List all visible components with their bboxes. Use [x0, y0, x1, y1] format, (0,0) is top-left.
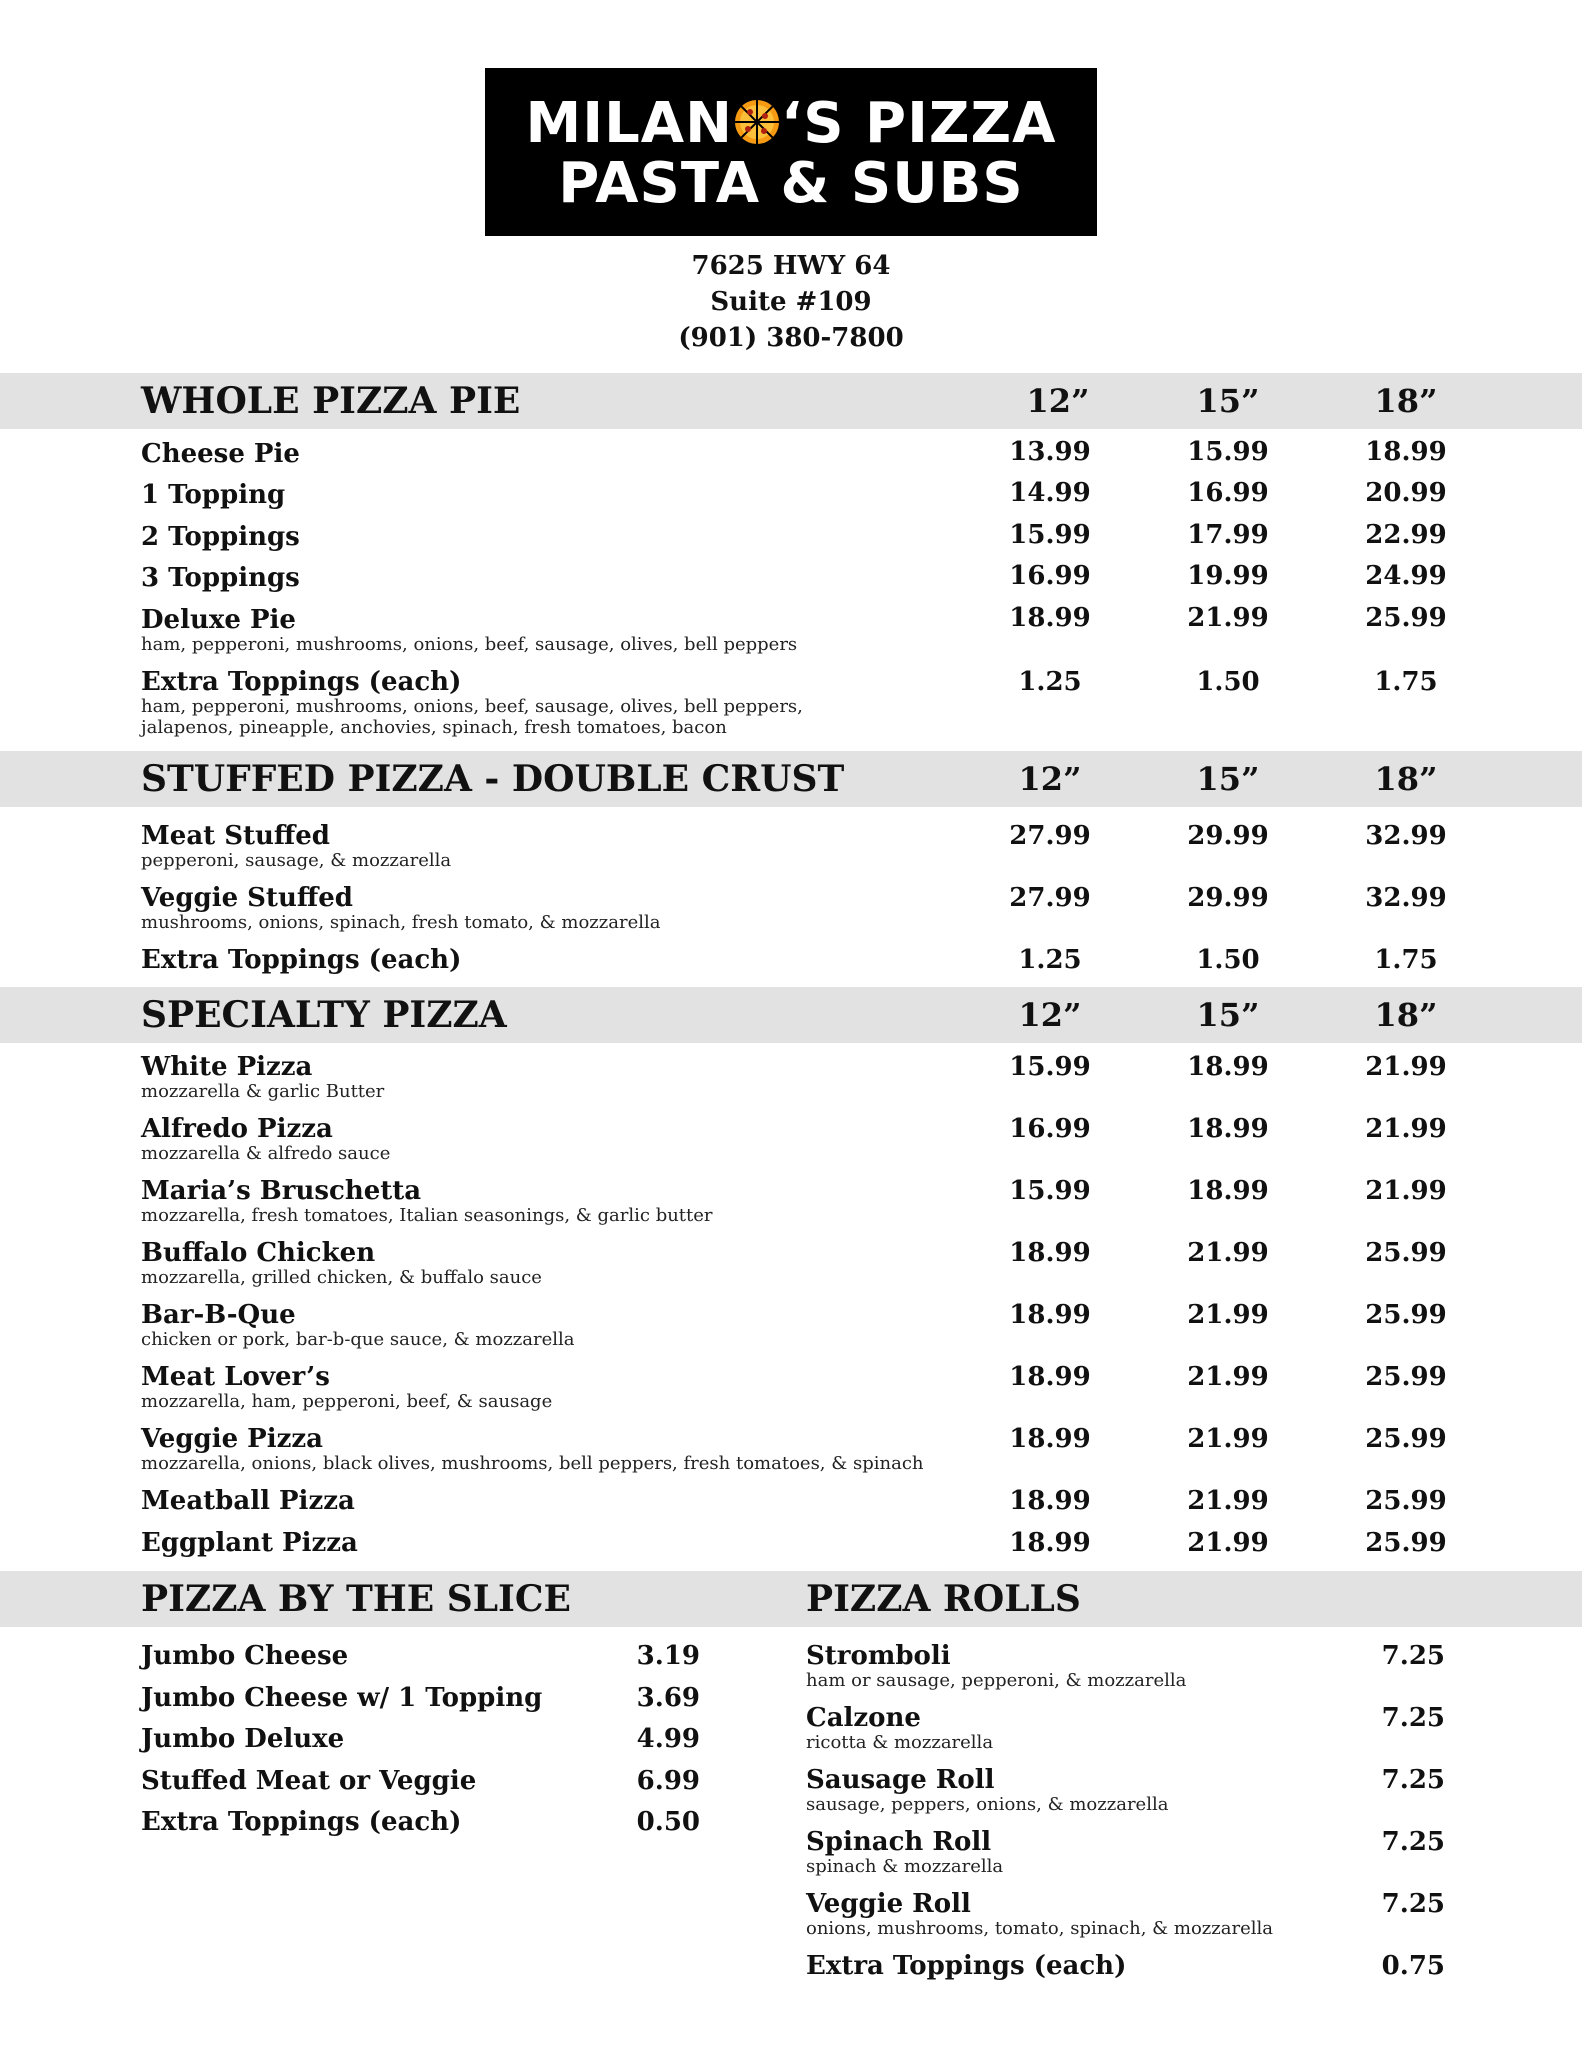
- menu-item: Extra Toppings (each) ham, pepperoni, mushrooms, onions, beef, sausage, olives, bell peppers, jalapenos, pineapple, anchovies, spinach, fresh tomatoes, bacon: [141, 668, 1001, 738]
- address-block: [0, 248, 1582, 356]
- menu-item: Deluxe Pie ham, pepperoni, mushrooms, onions, beef, sausage, olives, bell peppers: [141, 606, 1001, 655]
- price-12: 27.99: [1009, 883, 1091, 913]
- price-18: 18.99: [1365, 437, 1447, 467]
- menu-item: Eggplant Pizza: [141, 1528, 358, 1558]
- slice-item: Jumbo Cheese w/ 1 Topping: [141, 1683, 543, 1713]
- item-description: mozzarella & garlic Butter: [141, 1081, 385, 1102]
- slice-price: 6.99: [636, 1766, 700, 1796]
- price-15: 21.99: [1187, 603, 1269, 633]
- price-15: 18.99: [1187, 1114, 1269, 1144]
- price-12: 27.99: [1009, 821, 1091, 851]
- price-18: 25.99: [1365, 1486, 1447, 1516]
- price-18: 25.99: [1365, 1300, 1447, 1330]
- menu-item: Bar-B-Que chicken or pork, bar-b-que sauce, & mozzarella: [141, 1301, 1001, 1350]
- price-15: 18.99: [1187, 1052, 1269, 1082]
- price-18: 1.75: [1374, 667, 1438, 697]
- price-15: 21.99: [1187, 1486, 1269, 1516]
- roll-price: 7.25: [1381, 1641, 1445, 1671]
- item-description: mozzarella, fresh tomatoes, Italian seasonings, & garlic butter: [141, 1205, 713, 1226]
- section-title-slice: PIZZA BY THE SLICE: [141, 1578, 571, 1620]
- price-15: 17.99: [1187, 520, 1269, 550]
- price-15: 21.99: [1187, 1528, 1269, 1558]
- price-18: 1.75: [1374, 945, 1438, 975]
- price-18: 32.99: [1365, 883, 1447, 913]
- price-18: 25.99: [1365, 1424, 1447, 1454]
- item-description: mozzarella & alfredo sauce: [141, 1143, 391, 1164]
- slice-item: Jumbo Deluxe: [141, 1724, 345, 1754]
- section-header-whole-pizza: [0, 373, 1582, 429]
- size-12-header: 12”: [1026, 382, 1090, 420]
- menu-item: Veggie Pizza mozzarella, onions, black olives, mushrooms, bell peppers, fresh tomatoes, & spinach: [141, 1425, 1001, 1474]
- section-title: SPECIALTY PIZZA: [141, 994, 507, 1036]
- menu-item: Buffalo Chicken mozzarella, grilled chicken, & buffalo sauce: [141, 1239, 1001, 1288]
- price-12: 18.99: [1009, 1300, 1091, 1330]
- price-15: 21.99: [1187, 1238, 1269, 1268]
- menu-item: Maria’s Bruschetta mozzarella, fresh tomatoes, Italian seasonings, & garlic butter: [141, 1177, 1001, 1226]
- roll-item: Stromboli ham or sausage, pepperoni, & mozzarella: [806, 1642, 1406, 1691]
- size-15-header: 15”: [1196, 760, 1260, 798]
- section-title: WHOLE PIZZA PIE: [141, 380, 521, 422]
- roll-price: 7.25: [1381, 1703, 1445, 1733]
- roll-item: Calzone ricotta & mozzarella: [806, 1704, 1406, 1753]
- brand-name-part2: ‘S PIZZA: [780, 91, 1057, 156]
- price-18: 25.99: [1365, 1362, 1447, 1392]
- item-description: ham, pepperoni, mushrooms, onions, beef, sausage, olives, bell peppers: [141, 634, 798, 655]
- price-18: 32.99: [1365, 821, 1447, 851]
- price-15: 15.99: [1187, 437, 1269, 467]
- price-12: 1.25: [1018, 667, 1082, 697]
- price-12: 1.25: [1018, 945, 1082, 975]
- roll-price: 7.25: [1381, 1827, 1445, 1857]
- item-description: mushrooms, onions, spinach, fresh tomato, & mozzarella: [141, 912, 661, 933]
- price-18: 21.99: [1365, 1052, 1447, 1082]
- phone-number[interactable]: (901) 380-7800: [678, 323, 904, 353]
- menu-item: Extra Toppings (each): [141, 945, 462, 975]
- roll-item: Extra Toppings (each): [806, 1951, 1127, 1981]
- price-15: 21.99: [1187, 1424, 1269, 1454]
- size-12-header: 12”: [1018, 996, 1082, 1034]
- item-description: mozzarella, onions, black olives, mushrooms, bell peppers, fresh tomatoes, & spinach: [141, 1453, 924, 1474]
- price-12: 18.99: [1009, 1424, 1091, 1454]
- price-12: 18.99: [1009, 1486, 1091, 1516]
- roll-item: Spinach Roll spinach & mozzarella: [806, 1828, 1406, 1877]
- price-12: 16.99: [1009, 1114, 1091, 1144]
- menu-item: 1 Topping: [141, 480, 286, 510]
- price-12: 18.99: [1009, 1238, 1091, 1268]
- item-description: sausage, peppers, onions, & mozzarella: [806, 1794, 1169, 1815]
- price-12: 18.99: [1009, 1528, 1091, 1558]
- menu-item: White Pizza mozzarella & garlic Butter: [141, 1053, 1001, 1102]
- price-15: 16.99: [1187, 478, 1269, 508]
- slice-price: 3.69: [636, 1683, 700, 1713]
- price-12: 14.99: [1009, 478, 1091, 508]
- price-18: 25.99: [1365, 1238, 1447, 1268]
- menu-item: Cheese Pie: [141, 439, 300, 469]
- menu-item: 2 Toppings: [141, 522, 300, 552]
- roll-price: 7.25: [1381, 1889, 1445, 1919]
- item-description: mozzarella, ham, pepperoni, beef, & sausage: [141, 1391, 553, 1412]
- item-description: ham or sausage, pepperoni, & mozzarella: [806, 1670, 1187, 1691]
- price-12: 18.99: [1009, 603, 1091, 633]
- price-15: 29.99: [1187, 821, 1269, 851]
- item-description: mozzarella, grilled chicken, & buffalo sauce: [141, 1267, 542, 1288]
- section-title: STUFFED PIZZA - DOUBLE CRUST: [141, 758, 845, 800]
- roll-price: 7.25: [1381, 1765, 1445, 1795]
- item-description: chicken or pork, bar-b-que sauce, & mozzarella: [141, 1329, 575, 1350]
- price-12: 15.99: [1009, 1052, 1091, 1082]
- size-15-header: 15”: [1196, 996, 1260, 1034]
- brand-name-part1: MILAN: [525, 91, 733, 156]
- roll-price: 0.75: [1381, 1951, 1445, 1981]
- slice-item: Jumbo Cheese: [141, 1641, 349, 1671]
- price-15: 29.99: [1187, 883, 1269, 913]
- menu-item: Meat Stuffed pepperoni, sausage, & mozzarella: [141, 822, 1001, 871]
- price-18: 22.99: [1365, 520, 1447, 550]
- size-18-header: 18”: [1374, 382, 1438, 420]
- price-12: 18.99: [1009, 1362, 1091, 1392]
- slice-item: Stuffed Meat or Veggie: [141, 1766, 477, 1796]
- menu-item: Veggie Stuffed mushrooms, onions, spinach, fresh tomato, & mozzarella: [141, 884, 1001, 933]
- brand-tagline: PASTA & SUBS: [558, 151, 1024, 216]
- menu-item: Alfredo Pizza mozzarella & alfredo sauce: [141, 1115, 1001, 1164]
- menu-item: Meatball Pizza: [141, 1486, 355, 1516]
- suite-number: Suite #109: [710, 287, 872, 317]
- item-description-cont: jalapenos, pineapple, anchovies, spinach, fresh tomatoes, bacon: [141, 717, 727, 738]
- slice-price: 4.99: [636, 1724, 700, 1754]
- section-header-slice-rolls: [0, 1571, 1582, 1627]
- menu-item: 3 Toppings: [141, 563, 300, 593]
- price-15: 21.99: [1187, 1300, 1269, 1330]
- size-18-header: 18”: [1374, 996, 1438, 1034]
- price-18: 21.99: [1365, 1114, 1447, 1144]
- roll-item: Sausage Roll sausage, peppers, onions, & mozzarella: [806, 1766, 1406, 1815]
- slice-item: Extra Toppings (each): [141, 1807, 462, 1837]
- item-description: onions, mushrooms, tomato, spinach, & mozzarella: [806, 1918, 1274, 1939]
- section-title-rolls: PIZZA ROLLS: [806, 1578, 1081, 1620]
- slice-price: 0.50: [636, 1807, 700, 1837]
- item-description: ricotta & mozzarella: [806, 1732, 994, 1753]
- price-15: 1.50: [1196, 667, 1260, 697]
- item-description: ham, pepperoni, mushrooms, onions, beef, sausage, olives, bell peppers,: [141, 696, 803, 717]
- section-header-stuffed-pizza: [0, 751, 1582, 807]
- street-address: 7625 HWY 64: [691, 251, 891, 281]
- price-12: 15.99: [1009, 1176, 1091, 1206]
- price-15: 18.99: [1187, 1176, 1269, 1206]
- price-18: 25.99: [1365, 603, 1447, 633]
- size-12-header: 12”: [1018, 760, 1082, 798]
- price-15: 19.99: [1187, 561, 1269, 591]
- size-18-header: 18”: [1374, 760, 1438, 798]
- section-header-specialty-pizza: [0, 987, 1582, 1043]
- price-12: 16.99: [1009, 561, 1091, 591]
- item-description: pepperoni, sausage, & mozzarella: [141, 850, 452, 871]
- price-12: 13.99: [1009, 437, 1091, 467]
- pizza-icon: [733, 98, 781, 146]
- price-12: 15.99: [1009, 520, 1091, 550]
- price-18: 25.99: [1365, 1528, 1447, 1558]
- roll-item: Veggie Roll onions, mushrooms, tomato, spinach, & mozzarella: [806, 1890, 1406, 1939]
- item-description: spinach & mozzarella: [806, 1856, 1004, 1877]
- slice-price: 3.19: [636, 1641, 700, 1671]
- price-18: 24.99: [1365, 561, 1447, 591]
- price-15: 21.99: [1187, 1362, 1269, 1392]
- restaurant-logo: [485, 68, 1097, 236]
- price-18: 21.99: [1365, 1176, 1447, 1206]
- size-15-header: 15”: [1196, 382, 1260, 420]
- price-15: 1.50: [1196, 945, 1260, 975]
- menu-item: Meat Lover’s mozzarella, ham, pepperoni, beef, & sausage: [141, 1363, 1001, 1412]
- price-18: 20.99: [1365, 478, 1447, 508]
